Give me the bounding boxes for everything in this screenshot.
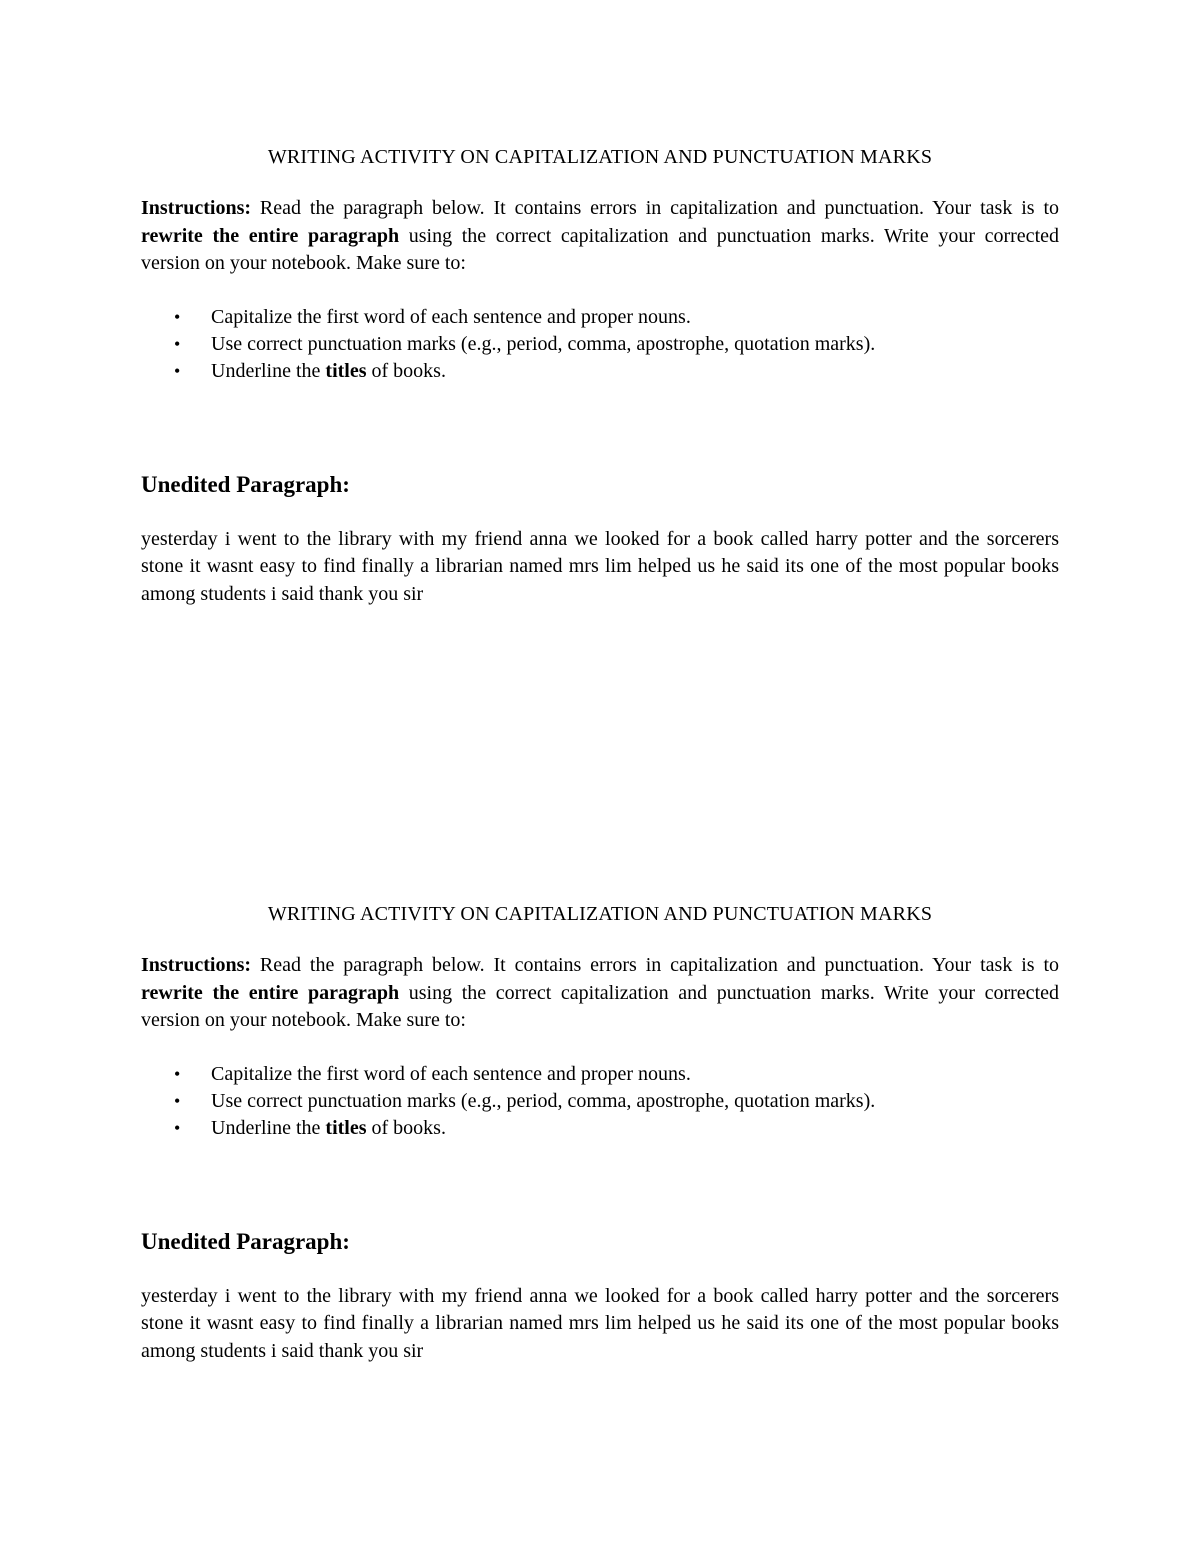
instructions-paragraph bbox=[141, 952, 1059, 1035]
bullet-item bbox=[141, 1061, 1059, 1088]
bullet-text: Capitalize the first word of each sentence and proper nouns. bbox=[211, 305, 691, 328]
instructions-text-2: using the correct capitalization and punctuation marks. Write your corrected version on your notebook. Make sure to: bbox=[141, 224, 1059, 274]
bullet-icon: • bbox=[174, 1063, 181, 1084]
instructions-text-2: using the correct capitalization and punctuation marks. Write your corrected version on your notebook. Make sure to: bbox=[141, 981, 1059, 1031]
activity-section-1 bbox=[141, 145, 1059, 608]
bullet-icon: • bbox=[174, 360, 181, 381]
instructions-emphasis: rewrite the entire paragraph bbox=[141, 981, 400, 1004]
unedited-paragraph-heading: Unedited Paragraph: bbox=[141, 1228, 350, 1254]
activity-section-2 bbox=[141, 902, 1059, 1365]
activity-title: WRITING ACTIVITY ON CAPITALIZATION AND PUNCTUATION MARKS bbox=[267, 146, 933, 168]
bullet-text: Capitalize the first word of each sentence and proper nouns. bbox=[211, 1062, 691, 1085]
unedited-paragraph-heading: Unedited Paragraph: bbox=[141, 471, 350, 497]
bullet-item bbox=[141, 304, 1059, 331]
instructions-paragraph bbox=[141, 195, 1059, 278]
instruction-bullet-list bbox=[141, 304, 1059, 385]
bullet-item bbox=[141, 1088, 1059, 1115]
bullet-text-pre: Underline the bbox=[211, 1116, 326, 1139]
bullet-item bbox=[141, 1115, 1059, 1142]
instructions-label: Instructions: bbox=[141, 954, 252, 976]
bullet-text: Use correct punctuation marks (e.g., period, comma, apostrophe, quotation marks). bbox=[211, 1089, 876, 1112]
bullet-icon: • bbox=[174, 1090, 181, 1111]
bullet-text-post: of books. bbox=[366, 1116, 446, 1139]
bullet-text-post: of books. bbox=[366, 359, 446, 382]
bullet-text-bold: titles bbox=[325, 1116, 367, 1139]
bullet-text: Use correct punctuation marks (e.g., period, comma, apostrophe, quotation marks). bbox=[211, 332, 876, 355]
bullet-icon: • bbox=[174, 1117, 181, 1138]
unedited-paragraph: yesterday i went to the library with my friend anna we looked for a book called harry potter and the sorcerers stone it wasnt easy to find finally a librarian named mrs lim helped us he said its one of the most popular books among students i said thank you sir bbox=[141, 527, 1059, 605]
bullet-item bbox=[141, 358, 1059, 385]
instructions-text-1: Read the paragraph below. It contains errors in capitalization and punctuation. Your task is to bbox=[251, 954, 1059, 976]
instructions-emphasis: rewrite the entire paragraph bbox=[141, 224, 400, 247]
unedited-paragraph: yesterday i went to the library with my friend anna we looked for a book called harry potter and the sorcerers stone it wasnt easy to find finally a librarian named mrs lim helped us he said its one of the most popular books among students i said thank you sir bbox=[141, 1284, 1059, 1362]
instructions-label: Instructions: bbox=[141, 197, 252, 219]
bullet-icon: • bbox=[174, 306, 181, 327]
bullet-item bbox=[141, 331, 1059, 358]
activity-title: WRITING ACTIVITY ON CAPITALIZATION AND PUNCTUATION MARKS bbox=[267, 903, 933, 925]
instructions-text-1: Read the paragraph below. It contains errors in capitalization and punctuation. Your task is to bbox=[251, 197, 1059, 219]
bullet-icon: • bbox=[174, 333, 181, 354]
bullet-text-pre: Underline the bbox=[211, 359, 326, 382]
bullet-text-bold: titles bbox=[325, 359, 367, 382]
instruction-bullet-list bbox=[141, 1061, 1059, 1142]
